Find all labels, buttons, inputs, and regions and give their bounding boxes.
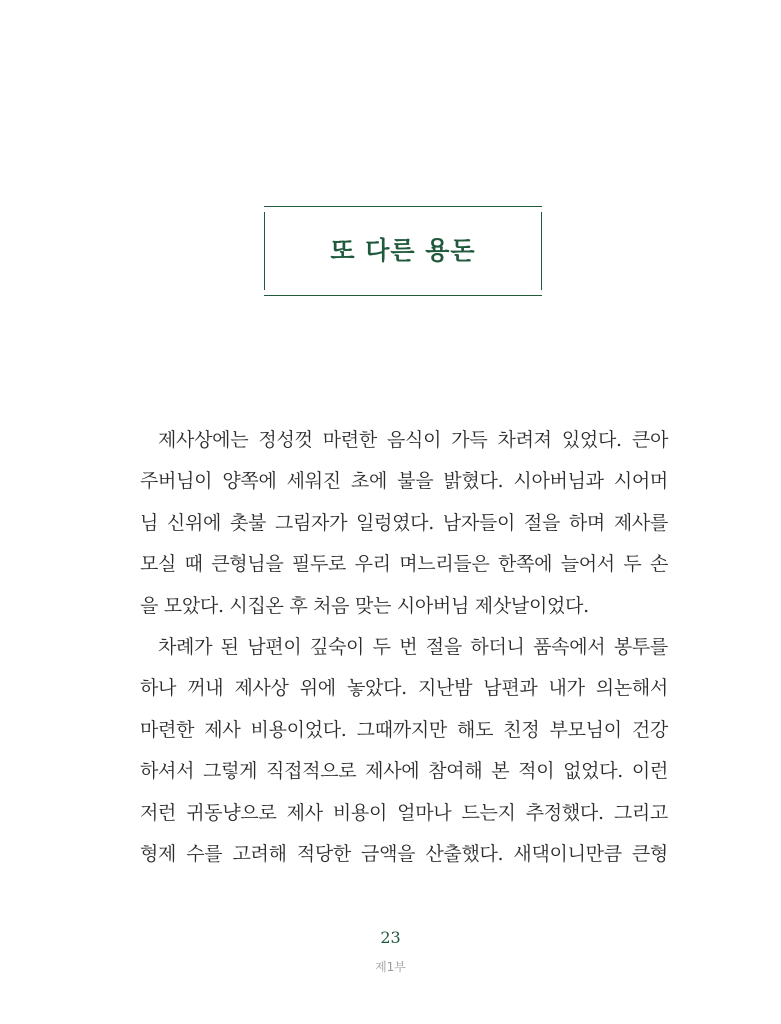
part-label: 제1부 [375, 960, 406, 974]
text-line: 제사상에는 정성껏 마련한 음식이 가득 차려져 있었다. 큰아 [158, 429, 668, 451]
text-line: 차례가 된 남편이 깊숙이 두 번 절을 하더니 품속에서 봉투를 [158, 635, 668, 658]
text-line: 주버님이 양쪽에 세워진 초에 불을 밝혔다. 시아버님과 시어머 [140, 470, 668, 493]
chapter-title: 또 다른 용돈 [330, 236, 476, 265]
text-line: 형제 수를 고려해 적당한 금액을 산출했다. 새댁이니만큼 큰형 [140, 842, 668, 865]
text-line: 을 모았다. 시집온 후 처음 맞는 시아버님 제삿날이었다. [140, 594, 589, 617]
text-line: 저런 귀동냥으로 제사 비용이 얼마나 드는지 추정했다. 그리고 [140, 801, 668, 824]
chapter-title-box [264, 206, 542, 296]
body-text [140, 420, 668, 875]
text-line: 모실 때 큰형님을 필두로 우리 며느리들은 한쪽에 늘어서 두 손 [140, 553, 668, 576]
text-line: 하나 꺼내 제사상 위에 놓았다. 지난밤 남편과 내가 의논해서 [140, 677, 668, 700]
text-line: 님 신위에 촛불 그림자가 일렁였다. 남자들이 절을 하며 제사를 [140, 511, 668, 534]
text-line: 마련한 제사 비용이었다. 그때까지만 해도 친정 부모님이 건강 [140, 718, 668, 741]
page-number: 23 [380, 928, 401, 947]
text-line: 하셔서 그렇게 직접적으로 제사에 참여해 본 적이 없었다. 이런 [140, 760, 668, 783]
